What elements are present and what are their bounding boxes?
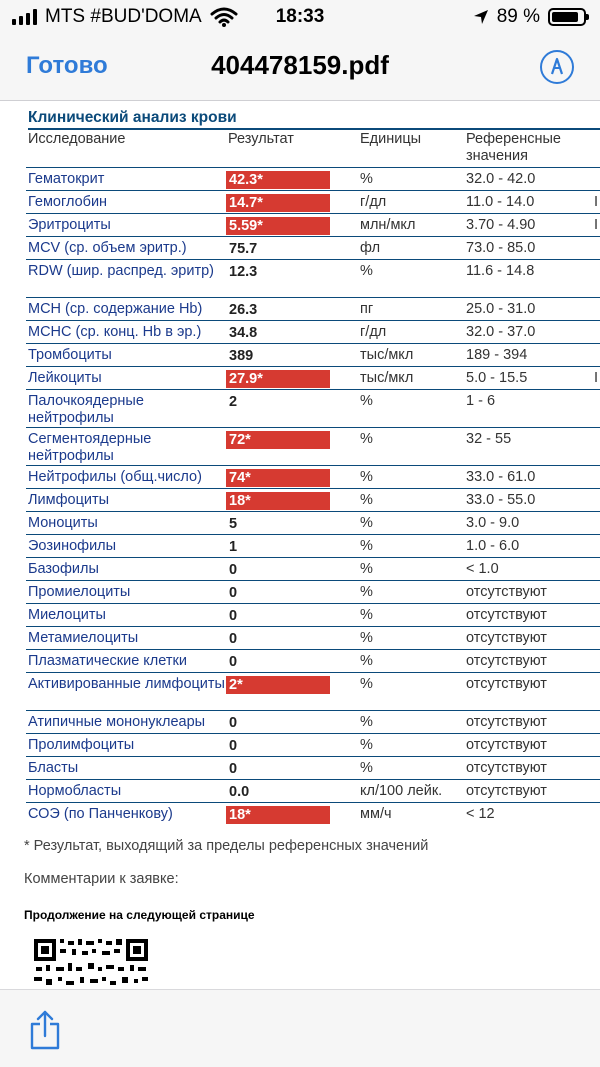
location-arrow-icon [473,9,489,25]
table-row [26,297,600,320]
row-reference-range: 33.0 - 55.0 [466,492,536,508]
row-unit: % [360,492,373,508]
row-reference-range: 32.0 - 37.0 [466,324,536,340]
header-reference: Референсные значения [466,131,561,164]
header-units: Единицы [360,131,422,147]
row-test-name: Сегментоядерные нейтрофилы [28,431,152,464]
row-truncated-column: I [594,370,599,386]
table-row [26,534,600,557]
row-unit: % [360,714,373,730]
row-unit: % [360,760,373,776]
row-test-name: Бласты [28,760,79,776]
row-result: 0 [229,608,238,624]
row-unit: % [360,431,373,447]
row-result: 0 [229,654,238,670]
row-unit: пг [360,301,374,317]
row-reference-range: отсутствуют [466,737,547,753]
row-result: 75.7 [229,241,258,257]
row-result-out-of-range: 14.7* [226,194,330,212]
row-reference-range: отсутствуют [466,714,547,730]
row-reference-range: 3.70 - 4.90 [466,217,536,233]
table-row [26,733,600,756]
row-unit: % [360,737,373,753]
table-row [26,465,600,488]
row-test-name: Гемоглобин [28,194,108,210]
pdf-page[interactable] [0,101,600,989]
row-result: 5 [229,516,238,532]
row-unit: % [360,393,373,409]
row-unit: г/дл [360,194,387,210]
row-test-name: Лейкоциты [28,370,102,386]
row-reference-range: отсутствуют [466,783,547,799]
table-header [28,130,600,166]
row-reference-range: отсутствуют [466,630,547,646]
row-result: 0 [229,585,238,601]
row-result: 0 [229,761,238,777]
row-result: 2 [229,394,238,410]
battery-percent: 89 % [496,6,540,27]
bottom-toolbar [0,989,600,1067]
comments-label: Комментарии к заявке: [24,871,179,887]
status-right [473,6,586,28]
row-reference-range: 1 - 6 [466,393,496,409]
row-test-name: MCHC (ср. конц. Hb в эр.) [28,324,202,340]
row-result-out-of-range: 27.9* [226,370,330,388]
table-row [26,603,600,626]
row-result-out-of-range: 5.59* [226,217,330,235]
results-table [26,167,600,825]
table-row [26,672,600,710]
row-reference-range: 25.0 - 31.0 [466,301,536,317]
document-title: 404478159.pdf [211,50,389,80]
navigation-bar [0,36,600,101]
row-unit: кл/100 лейк. [360,783,443,799]
row-result: 0 [229,715,238,731]
row-reference-range: 32.0 - 42.0 [466,171,536,187]
row-test-name: Промиелоциты [28,584,131,600]
row-unit: % [360,607,373,623]
row-result-out-of-range: 42.3* [226,171,330,189]
markup-button[interactable] [540,50,574,84]
row-unit: % [360,561,373,577]
row-result-out-of-range: 2* [226,676,330,694]
row-reference-range: 33.0 - 61.0 [466,469,536,485]
done-button[interactable]: Готово [26,52,108,79]
row-unit: % [360,630,373,646]
row-test-name: СОЭ (по Панченкову) [28,806,173,822]
row-reference-range: 189 - 394 [466,347,528,363]
row-test-name: Моноциты [28,515,98,531]
row-result-out-of-range: 18* [226,806,330,824]
row-reference-range: 32 - 55 [466,431,512,447]
row-test-name: Лимфоциты [28,492,110,508]
table-row [26,511,600,534]
row-result-out-of-range: 18* [226,492,330,510]
table-row [26,649,600,672]
continuation-note: Продолжение на следующей странице [24,908,255,922]
row-test-name: RDW (шир. распред. эритр) [28,263,214,279]
header-result: Результат [228,131,294,147]
row-result: 34.8 [229,325,258,341]
row-result-out-of-range: 74* [226,469,330,487]
row-unit: % [360,469,373,485]
row-test-name: Базофилы [28,561,99,577]
row-unit: тыс/мкл [360,347,414,363]
row-test-name: MCV (ср. объем эритр.) [28,240,187,256]
table-row [26,626,600,649]
table-row [26,213,600,236]
row-test-name: Активированные лимфоциты [28,676,225,692]
header-study: Исследование [28,131,126,147]
row-truncated-column: I [594,217,599,233]
battery-icon [548,8,586,26]
share-button[interactable] [28,1010,62,1050]
row-reference-range: отсутствуют [466,584,547,600]
row-test-name: Тромбоциты [28,347,112,363]
row-result: 0 [229,631,238,647]
table-row [26,259,600,297]
row-unit: % [360,515,373,531]
row-result: 12.3 [229,264,258,280]
clock: 18:33 [275,6,325,27]
row-reference-range: 11.6 - 14.8 [466,263,535,279]
row-unit: г/дл [360,324,387,340]
row-reference-range: 11.0 - 14.0 [466,194,535,210]
table-row [26,557,600,580]
table-row [26,710,600,733]
row-test-name: Эозинофилы [28,538,117,554]
row-test-name: Нормобласты [28,783,122,799]
status-bar [0,0,600,36]
row-unit: мм/ч [360,806,392,822]
report-heading: Клинический анализ крови [28,109,237,126]
row-unit: тыс/мкл [360,370,414,386]
row-test-name: Атипичные мононуклеары [28,714,206,730]
carrier-label: MTS #BUD'DOMA [45,6,202,27]
row-reference-range: отсутствуют [466,653,547,669]
row-reference-range: 73.0 - 85.0 [466,240,536,256]
row-test-name: Палочкоядерные нейтрофилы [28,393,144,426]
table-row [26,167,600,190]
table-row [26,580,600,603]
row-unit: фл [360,240,381,256]
row-truncated-column: I [594,194,599,210]
row-test-name: MCH (ср. содержание Hb) [28,301,203,317]
row-test-name: Гематокрит [28,171,105,187]
table-row [26,236,600,259]
share-icon [28,1010,62,1050]
row-reference-range: 1.0 - 6.0 [466,538,520,554]
table-row [26,320,600,343]
table-row [26,779,600,802]
table-row [26,488,600,511]
table-row [26,366,600,389]
row-result: 0.0 [229,784,250,800]
row-test-name: Эритроциты [28,217,111,233]
row-reference-range: 3.0 - 9.0 [466,515,520,531]
row-result: 1 [229,539,238,555]
row-reference-range: 5.0 - 15.5 [466,370,528,386]
row-result: 0 [229,562,238,578]
row-test-name: Метамиелоциты [28,630,139,646]
qr-code-image [32,937,150,989]
markup-icon [542,52,572,82]
row-unit: млн/мкл [360,217,416,233]
row-result: 26.3 [229,302,258,318]
row-unit: % [360,676,373,692]
table-row [26,756,600,779]
table-row [26,389,600,427]
row-reference-range: отсутствуют [466,607,547,623]
table-row [26,427,600,465]
row-reference-range: < 12 [466,806,495,822]
row-test-name: Плазматические клетки [28,653,187,669]
footnote: * Результат, выходящий за пределы референсных значений [24,838,429,854]
row-unit: % [360,584,373,600]
table-row [26,802,600,825]
row-unit: % [360,653,373,669]
table-row [26,343,600,366]
row-reference-range: < 1.0 [466,561,499,577]
row-unit: % [360,538,373,554]
row-unit: % [360,263,373,279]
table-row [26,190,600,213]
row-reference-range: отсутствуют [466,760,547,776]
row-reference-range: отсутствуют [466,676,547,692]
row-test-name: Нейтрофилы (общ.число) [28,469,202,485]
row-result: 0 [229,738,238,754]
row-test-name: Миелоциты [28,607,106,623]
row-unit: % [360,171,373,187]
row-result: 389 [229,348,254,364]
row-test-name: Пролимфоциты [28,737,135,753]
row-result-out-of-range: 72* [226,431,330,449]
